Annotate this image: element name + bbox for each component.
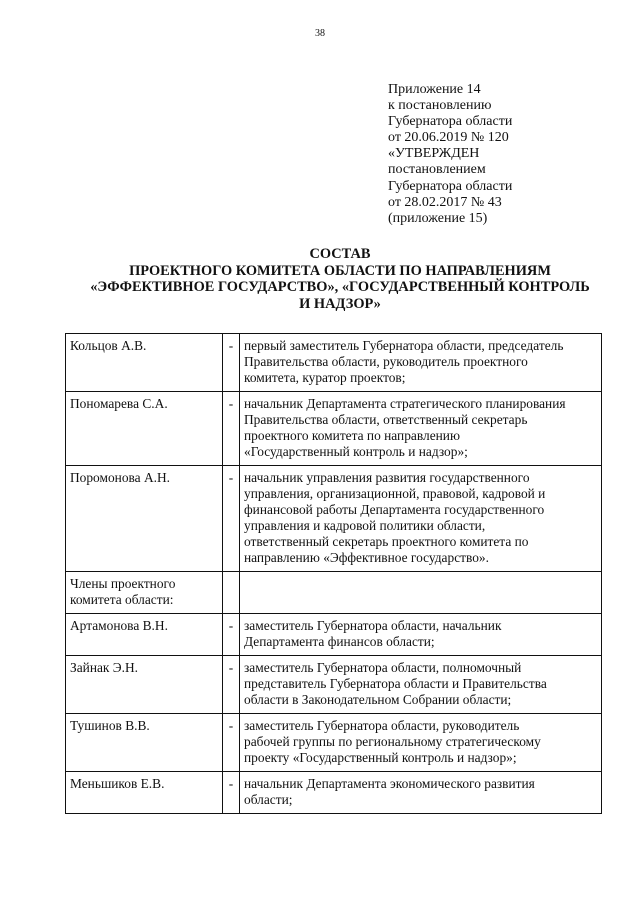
member-role-line: Правительства области, ответственный секретарь [244, 412, 528, 427]
member-role-line: заместитель Губернатора области, начальник [244, 618, 502, 633]
title-line: И НАДЗОР» [299, 295, 381, 312]
member-role-line: первый заместитель Губернатора области, председатель [244, 338, 564, 353]
appendix-block [388, 82, 512, 227]
dash-separator: - [223, 334, 240, 392]
appendix-line: Губернатора области [388, 178, 513, 194]
member-name: Тушинов В.В. [66, 714, 223, 772]
member-role-line: направлению «Эффективное государство». [244, 550, 489, 565]
member-role [240, 466, 602, 572]
member-name: Меньшиков Е.В. [66, 772, 223, 814]
member-name: Зайнак Э.Н. [66, 656, 223, 714]
member-role-line: заместитель Губернатора области, полномочный [244, 660, 522, 675]
member-role-line: Департамента финансов области; [244, 634, 435, 649]
member-role-line: начальник Департамента экономического развития [244, 776, 535, 791]
table-row [66, 772, 602, 814]
member-role [240, 334, 602, 392]
appendix-line: Приложение 14 [388, 82, 481, 97]
title-line: ПРОЕКТНОГО КОМИТЕТА ОБЛАСТИ ПО НАПРАВЛЕНИЯМ [129, 262, 551, 279]
appendix-line: от 28.02.2017 № 43 [388, 194, 502, 210]
dash-separator: - [223, 614, 240, 656]
member-name: Артамонова В.Н. [66, 614, 223, 656]
member-role [240, 614, 602, 656]
appendix-line: (приложение 15) [388, 210, 488, 226]
title-line: «ЭФФЕКТИВНОЕ ГОСУДАРСТВО», «ГОСУДАРСТВЕННЫЙ КОНТРОЛЬ [90, 279, 590, 296]
member-name: Кольцов А.В. [66, 334, 223, 392]
member-role-line: управления, организационной, правовой, кадровой и [244, 486, 546, 501]
member-role-line: проекту «Государственный контроль и надзор»; [244, 750, 517, 765]
committee-table [65, 333, 602, 814]
section-header-row [66, 572, 602, 614]
member-name-line: Члены проектного [70, 576, 176, 591]
dash-separator: - [223, 656, 240, 714]
member-name [66, 572, 223, 614]
dash-separator [223, 572, 240, 614]
table-row [66, 466, 602, 572]
member-role-line: «Государственный контроль и надзор»; [244, 444, 468, 459]
member-role-line: начальник управления развития государственного [244, 470, 530, 485]
appendix-line: к постановлению [388, 98, 492, 114]
appendix-line: постановлением [388, 162, 486, 178]
member-role-line: ответственный секретарь проектного комитета по [244, 534, 529, 549]
member-name: Поромонова А.Н. [66, 466, 223, 572]
table-row [66, 714, 602, 772]
appendix-line: от 20.06.2019 № 120 [388, 130, 509, 146]
member-role-line: области в Законодательном Собрании области; [244, 692, 512, 707]
member-role [240, 656, 602, 714]
table-row [66, 392, 602, 466]
appendix-line: «УТВЕРЖДЕН [388, 146, 480, 162]
table-row [66, 656, 602, 714]
appendix-line: Губернатора области [388, 114, 513, 130]
dash-separator: - [223, 392, 240, 466]
member-role-line: Правительства области, руководитель проектного [244, 354, 528, 369]
member-role-line: управления и кадровой политики области, [244, 518, 486, 533]
dash-separator: - [223, 466, 240, 572]
member-role [240, 572, 602, 614]
member-role [240, 772, 602, 814]
page-number: 38 [315, 28, 325, 39]
table-row [66, 334, 602, 392]
member-role-line: комитета, куратор проектов; [244, 370, 406, 385]
member-role-line: проектного комитета по направлению [244, 428, 460, 443]
title-line: СОСТАВ [309, 246, 371, 262]
member-role-line: начальник Департамента стратегического планирования [244, 396, 566, 411]
dash-separator: - [223, 714, 240, 772]
committee-table-body [66, 334, 602, 814]
member-role-line: рабочей группы по региональному стратегическому [244, 734, 541, 749]
member-role-line: области; [244, 792, 293, 807]
table-row [66, 614, 602, 656]
member-role [240, 714, 602, 772]
member-name-line: комитета области: [70, 592, 174, 607]
member-role-line: представитель Губернатора области и Правительства [244, 676, 547, 691]
member-role-line: заместитель Губернатора области, руководитель [244, 718, 520, 733]
document-title [40, 246, 640, 312]
member-name: Пономарева С.А. [66, 392, 223, 466]
member-role [240, 392, 602, 466]
member-role-line: финансовой работы Департамента государственного [244, 502, 545, 517]
dash-separator: - [223, 772, 240, 814]
